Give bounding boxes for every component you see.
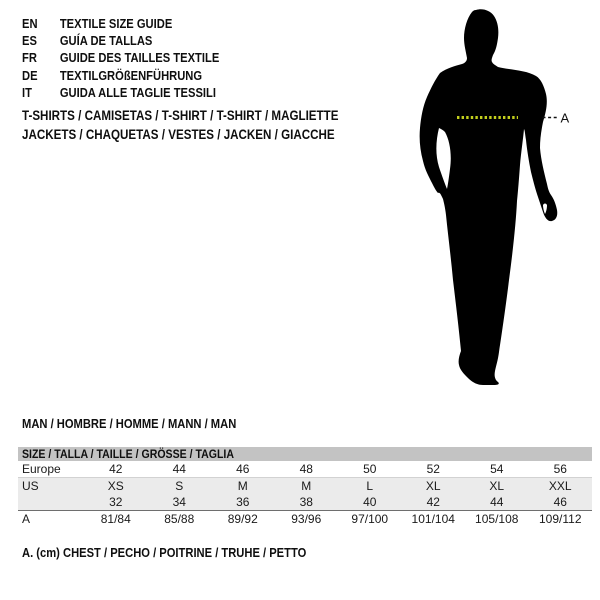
table-cell: 48: [299, 462, 313, 476]
language-title-list: [22, 15, 251, 101]
category-jackets: JACKETS / CHAQUETAS / VESTES / JACKEN / GIACCHE: [22, 126, 335, 142]
language-title: TEXTILGRÖßENFÜHRUNG: [59, 67, 203, 83]
measurement-footnote: A. (cm) CHEST / PECHO / POITRINE / TRUHE / PETTO: [22, 545, 307, 560]
table-row-chest-a: [18, 510, 592, 527]
table-cell: 42: [109, 462, 123, 476]
language-code: FR: [22, 50, 37, 66]
table-cell: 44: [172, 462, 186, 476]
table-cell: 34: [172, 495, 186, 509]
table-cell: XL: [489, 479, 505, 493]
language-row-it: [22, 84, 219, 101]
man-silhouette-figure: [390, 0, 600, 410]
table-cell: 97/100: [351, 512, 389, 526]
size-table: [18, 447, 592, 527]
table-cell: 89/92: [227, 512, 258, 526]
table-cell: XL: [425, 479, 441, 493]
table-cell: M: [237, 479, 248, 493]
table-cell: 93/96: [291, 512, 322, 526]
table-cell: 32: [109, 495, 123, 509]
row-label: US: [22, 479, 39, 493]
table-cell: 36: [236, 495, 250, 509]
man-silhouette-icon: [420, 9, 558, 385]
table-cell: 54: [490, 462, 504, 476]
table-cell: 50: [363, 462, 377, 476]
table-cell: 56: [553, 462, 567, 476]
garment-categories: [22, 107, 390, 144]
measure-label-a: A: [560, 110, 570, 126]
language-title: GUIDA ALLE TAGLIE TESSILI: [59, 84, 216, 100]
table-cell: 38: [299, 495, 313, 509]
table-cell: 52: [426, 462, 440, 476]
row-label: [18, 494, 84, 510]
row-label: Europe: [22, 462, 61, 476]
row-label: A: [22, 512, 31, 526]
table-cell: 46: [553, 495, 567, 509]
language-row-de: [22, 67, 219, 84]
table-cell: 40: [363, 495, 377, 509]
language-title: GUÍA DE TALLAS: [59, 33, 153, 49]
language-title: GUIDE DES TAILLES TEXTILE: [59, 50, 220, 66]
table-row-us: [18, 478, 592, 494]
language-code: ES: [22, 33, 37, 49]
table-cell: 109/112: [539, 512, 582, 526]
language-code: DE: [22, 67, 38, 83]
table-row-us-numeric: [18, 494, 592, 510]
language-title: TEXTILE SIZE GUIDE: [59, 16, 173, 31]
table-cell: 85/88: [164, 512, 195, 526]
table-cell: M: [301, 479, 312, 493]
section-title-man: MAN / HOMBRE / HOMME / MANN / MAN: [22, 416, 237, 431]
table-cell: 81/84: [100, 512, 131, 526]
language-row-fr: [22, 49, 219, 66]
category-tshirts: T-SHIRTS / CAMISETAS / T-SHIRT / T-SHIRT / MAGLIETTE: [22, 108, 339, 123]
table-cell: 42: [426, 495, 440, 509]
language-code: IT: [22, 84, 32, 100]
table-cell: 44: [490, 495, 504, 509]
table-cell: S: [175, 479, 184, 493]
language-code: EN: [22, 16, 38, 31]
size-table-header-label: SIZE / TALLA / TAILLE / GRÖSSE / TAGLIA: [22, 447, 234, 461]
language-row-es: [22, 32, 219, 49]
table-cell: XS: [107, 479, 124, 493]
table-cell: 105/108: [475, 512, 519, 526]
table-row-europe: [18, 461, 592, 478]
table-cell: XXL: [548, 479, 572, 493]
size-table-header: [18, 447, 592, 461]
language-row-en: [22, 15, 219, 32]
table-cell: L: [366, 479, 374, 493]
table-cell: 46: [236, 462, 250, 476]
table-cell: 101/104: [411, 512, 455, 526]
